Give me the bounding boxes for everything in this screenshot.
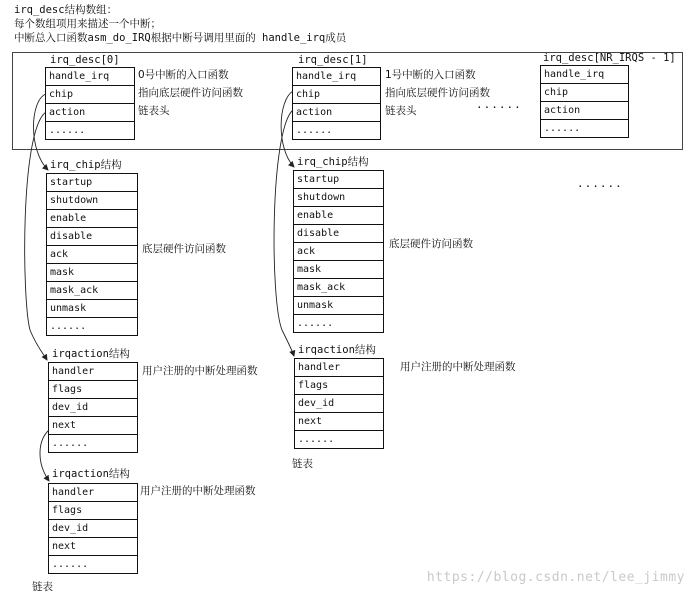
list-label-right: 链表 [292, 458, 313, 470]
chip-ellipsis: ...... [577, 177, 623, 190]
field-chip: chip [293, 86, 380, 104]
field-mask-ack: mask_ack [47, 282, 137, 300]
irqaction-0b-title: irqaction结构 [52, 468, 130, 480]
desc0-note-action: 链表头 [138, 105, 170, 117]
chip1-note: 底层硬件访问函数 [389, 238, 473, 250]
field-handle-irq: handle_irq [541, 66, 628, 84]
field-more: ...... [49, 125, 86, 136]
field-handler: handler [295, 359, 383, 377]
field-more: ...... [296, 125, 333, 136]
desc0-action-arrow [25, 112, 47, 360]
irq-desc-1-title: irq_desc[1] [298, 54, 368, 66]
field-disable: disable [294, 225, 383, 243]
field-more: ...... [297, 318, 334, 329]
irqaction-0a-title: irqaction结构 [52, 348, 130, 360]
irqaction-1-title: irqaction结构 [298, 344, 376, 356]
field-enable: enable [294, 207, 383, 225]
field-action: action [293, 104, 380, 122]
field-handle-irq: handle_irq [293, 68, 380, 86]
field-mask: mask [47, 264, 137, 282]
field-unmask: unmask [47, 300, 137, 318]
field-dev-id: dev_id [49, 520, 137, 538]
header-line-3: 中断总入口函数asm_do_IRQ根据中断号调用里面的 handle_irq成员 [14, 32, 347, 44]
desc1-note-entry: 1号中断的入口函数 [385, 69, 476, 81]
field-chip: chip [541, 84, 628, 102]
watermark: https://blog.csdn.net/lee_jimmy [426, 570, 685, 585]
field-dev-id: dev_id [295, 395, 383, 413]
irq-desc-last-title: irq_desc[NR_IRQS - 1] [543, 52, 676, 64]
action1-note: 用户注册的中断处理函数 [400, 361, 516, 373]
field-startup: startup [47, 174, 137, 192]
desc0-note-chip: 指向底层硬件访问函数 [138, 87, 243, 99]
field-startup: startup [294, 171, 383, 189]
irq-desc-0-title: irq_desc[0] [50, 54, 120, 66]
field-handler: handler [49, 484, 137, 502]
action0a-note: 用户注册的中断处理函数 [142, 365, 258, 377]
action-next-arrow [40, 430, 49, 481]
desc0-note-entry: 0号中断的入口函数 [138, 69, 229, 81]
field-chip: chip [46, 86, 134, 104]
action0b-note: 用户注册的中断处理函数 [140, 485, 256, 497]
desc1-note-chip: 指向底层硬件访问函数 [385, 87, 490, 99]
field-more: ...... [52, 559, 89, 570]
desc1-chip-arrow [281, 91, 294, 167]
field-more: ...... [544, 123, 581, 134]
field-shutdown: shutdown [47, 192, 137, 210]
field-flags: flags [295, 377, 383, 395]
field-shutdown: shutdown [294, 189, 383, 207]
field-more: ...... [298, 434, 335, 445]
field-flags: flags [49, 502, 137, 520]
header-line-1: irq_desc结构数组： [14, 4, 118, 16]
field-more: ...... [52, 438, 89, 449]
field-unmask: unmask [294, 297, 383, 315]
field-ack: ack [294, 243, 383, 261]
field-ack: ack [47, 246, 137, 264]
field-action: action [46, 104, 134, 122]
field-disable: disable [47, 228, 137, 246]
field-next: next [49, 417, 137, 435]
field-next: next [49, 538, 137, 556]
field-more: ...... [50, 321, 87, 332]
field-mask-ack: mask_ack [294, 279, 383, 297]
chip0-note: 底层硬件访问函数 [142, 243, 226, 255]
field-handler: handler [49, 363, 137, 381]
field-flags: flags [49, 381, 137, 399]
irq-chip-0-title: irq_chip结构 [50, 159, 122, 171]
desc-array-ellipsis: ...... [476, 98, 522, 111]
field-dev-id: dev_id [49, 399, 137, 417]
field-handle-irq: handle_irq [46, 68, 134, 86]
field-next: next [295, 413, 383, 431]
irq-chip-1-title: irq_chip结构 [297, 156, 369, 168]
list-label-left: 链表 [32, 581, 53, 593]
header-line-2: 每个数组项用来描述一个中断； [14, 18, 161, 30]
field-mask: mask [294, 261, 383, 279]
desc1-note-action: 链表头 [385, 105, 417, 117]
field-enable: enable [47, 210, 137, 228]
field-action: action [541, 102, 628, 120]
